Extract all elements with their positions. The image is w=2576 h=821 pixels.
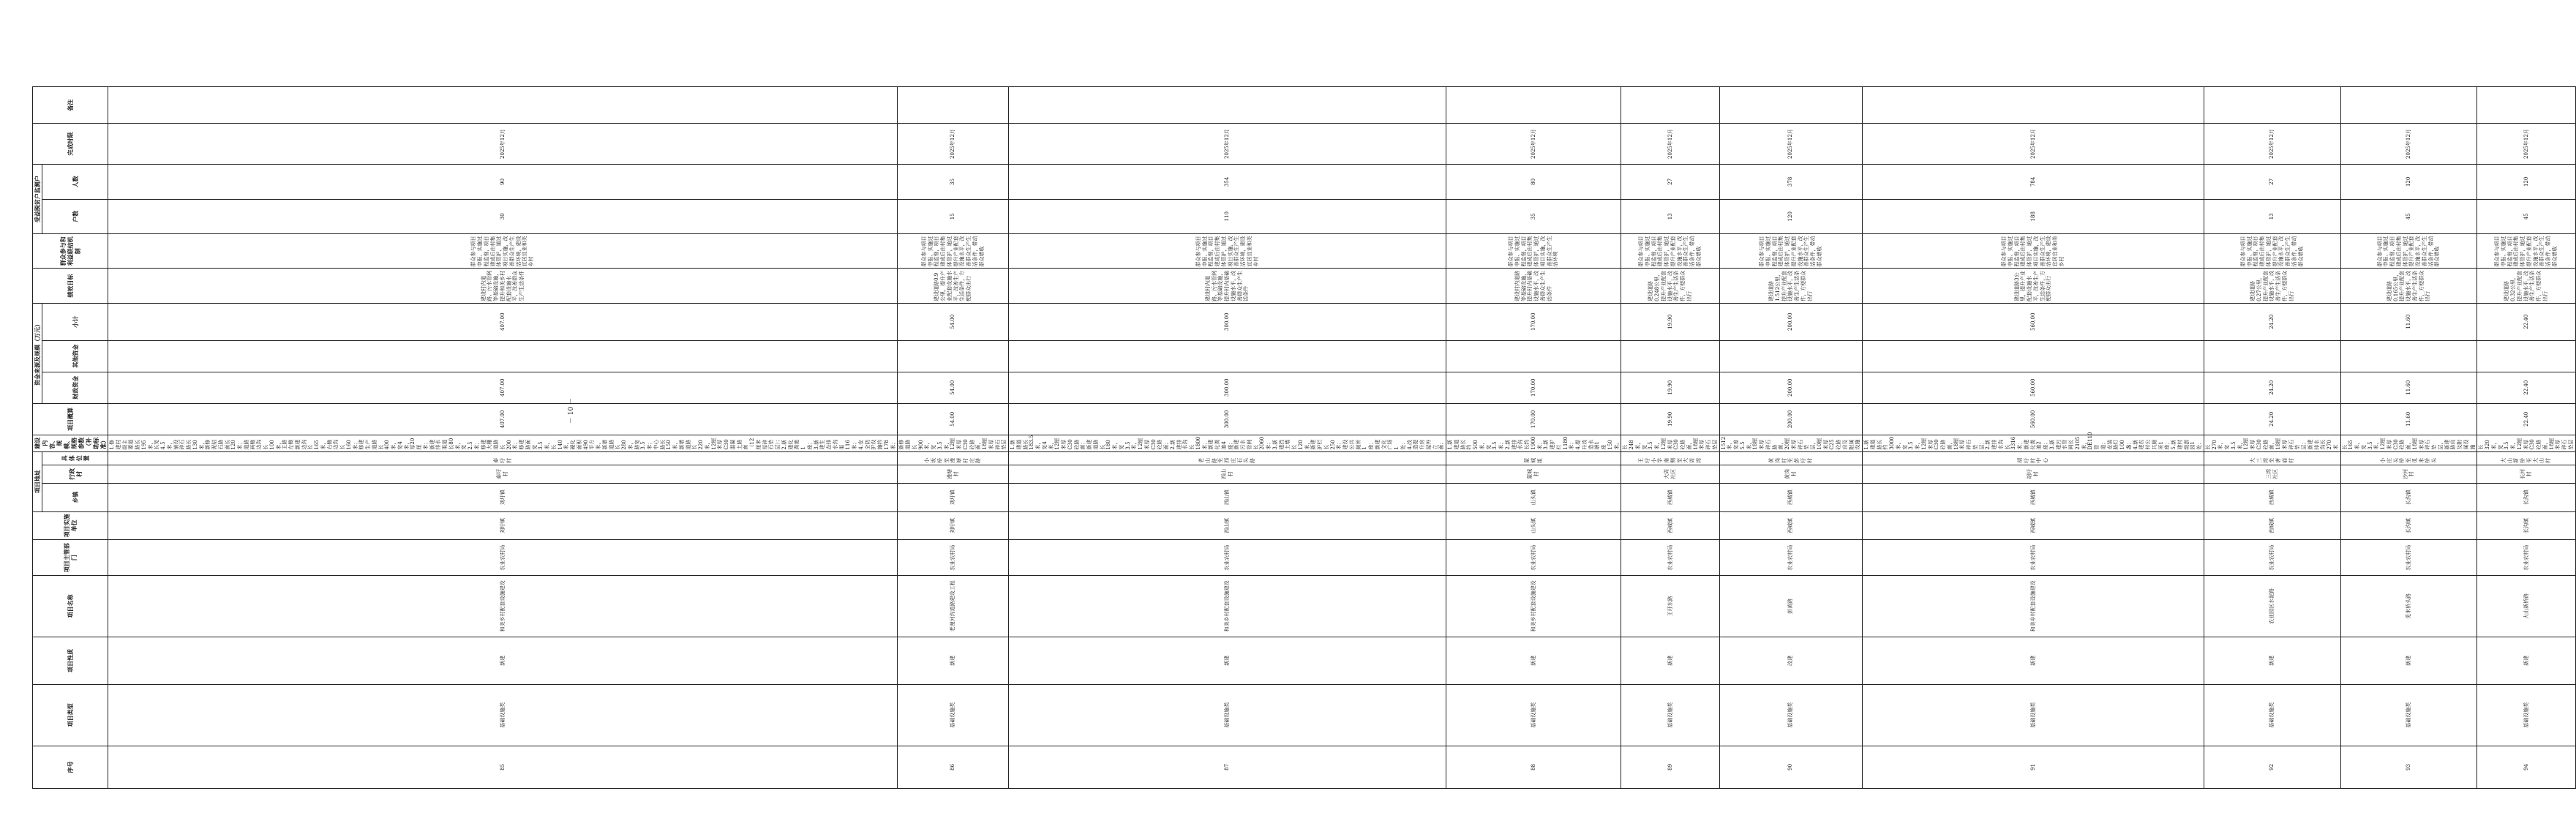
cell-impl: 刘圩镇 [898, 511, 1009, 540]
cell-nature: 新建 [1621, 637, 1719, 684]
cell-seq: 87 [1009, 746, 1446, 788]
cell-name: 和美乡村配套设施建设 [1009, 575, 1446, 637]
cell-budget: 170.00 [1446, 403, 1621, 435]
cell-dept: 农业农村局 [1621, 540, 1719, 576]
cell-time: 2025年12月 [1719, 124, 1863, 165]
page-number: － 10 － [568, 397, 576, 424]
cell-type: 基础设施类 [2477, 684, 2575, 746]
cell-town: 西城镇 [2204, 483, 2340, 511]
cell-fiscal: 24.20 [2204, 372, 2340, 403]
cell-impl: 山头镇 [1446, 511, 1621, 540]
project-table [32, 34, 2576, 789]
cell-budget: 54.00 [898, 403, 1009, 435]
cell-remark [898, 87, 1009, 124]
header-mechanism: 群众参与和利益联结机制 [33, 234, 108, 269]
content-line: 3.新建护栏1180米； [1543, 436, 1575, 450]
cell-subtotal: 24.20 [2204, 303, 2340, 340]
cell-content [1009, 435, 1446, 451]
cell-seq: 90 [1719, 746, 1863, 788]
cell-fiscal: 11.60 [2340, 372, 2477, 403]
cell-nature: 改建 [1719, 637, 1863, 684]
content-line: 长165米，宽3.5米，12厘米厚C30砼路面，18厘米厚碎石垫层，新建路肩及附属设施 [2341, 438, 2476, 450]
cell-dept: 农业农村局 [2340, 540, 2477, 576]
cell-detail: 小庄头桥至觅米桥头 [2340, 451, 2477, 465]
table-row [898, 34, 1009, 789]
table-row [1009, 34, 1446, 789]
cell-impl: 长沟镇 [2477, 511, 2575, 540]
cell-type: 基础设施类 [1009, 684, 1446, 746]
header-persons: 人数 [42, 165, 108, 199]
cell-impl: 西城镇 [1863, 511, 2204, 540]
cell-remark [108, 87, 898, 124]
cell-subtotal: 19.90 [1621, 303, 1719, 340]
cell-type: 基础设施类 [2204, 684, 2340, 746]
cell-households: 15 [898, 199, 1009, 233]
content-line: 3.新建挡土墙长120米，新建护栏长250米；建设公共厕所1座；新建文化广场1处； [1272, 439, 1406, 450]
cell-impl: 西城镇 [1621, 511, 1719, 540]
cell-content [2204, 435, 2340, 451]
cell-fiscal: 22.40 [2477, 372, 2575, 403]
header-village: 行政村 [42, 465, 108, 483]
cell-budget: 22.40 [2477, 403, 2575, 435]
header-impl: 项目实施单位 [33, 511, 108, 540]
cell-detail: 大三湾至唐庙村 [2204, 451, 2340, 465]
cell-persons: 27 [1621, 165, 1719, 199]
cell-dept: 农业农村局 [2477, 540, 2575, 576]
cell-time: 2025年12月 [1863, 124, 2204, 165]
header-type: 项目类型 [33, 684, 108, 746]
table-body [108, 34, 2576, 789]
cell-seq: 91 [1863, 746, 2204, 788]
cell-detail: 大山新桥至大山村 [2477, 451, 2575, 465]
cell-name: 和美乡村配套设施建设 [108, 575, 898, 637]
cell-other [2340, 340, 2477, 372]
cell-time: 2025年12月 [2204, 124, 2340, 165]
cell-goal: 建设道路0.248公里，提升产业配套设施水平，改善生产生活条件，方便群众出行 [1621, 269, 1719, 303]
header-seq: 序号 [33, 746, 108, 788]
content-line: 1.新建道路长约3000米，宽3.5米，12厘米厚C30砼路面，18厘米厚碎石垫层； [1863, 436, 1985, 450]
cell-persons: 27 [2204, 165, 2340, 199]
cell-other [1719, 340, 1863, 372]
cell-remark [1009, 87, 1446, 124]
content-line: 长320米，宽3.5米，12厘米厚C30砼路面，18厘米厚碎石垫层 [2478, 438, 2574, 450]
cell-type: 基础设施类 [1446, 684, 1621, 746]
cell-dept: 农业农村局 [1863, 540, 2204, 576]
cell-nature: 新建 [2204, 637, 2340, 684]
cell-name: 农业园区水泥路 [2204, 575, 2340, 637]
cell-time: 2025年12月 [108, 124, 898, 165]
cell-remark [2477, 87, 2575, 124]
cell-content [1621, 435, 1719, 451]
header-budget: 项目概算 [33, 403, 108, 435]
cell-village: 胡圩村 [1863, 465, 2204, 483]
cell-seq: 94 [2477, 746, 2575, 788]
cell-households: 45 [2477, 199, 2575, 233]
cell-persons: 784 [1863, 165, 2204, 199]
cell-remark [2204, 87, 2340, 124]
cell-dept: 农业农村局 [1719, 540, 1863, 576]
cell-town: 长沟镇 [2477, 483, 2575, 511]
cell-detail: 蒙城组 [1446, 451, 1621, 465]
table-row [1621, 34, 1719, 789]
cell-households: 13 [2204, 199, 2340, 233]
cell-other [1621, 340, 1719, 372]
table-row [2204, 34, 2340, 789]
cell-time: 2025年12月 [898, 124, 1009, 165]
cell-mechanism: 群众参与项目申报、实施过程监督，项目建成后由村集体管护，通过提升产业配套设施水平，改善群众生产生活条件，带动群众增收 [2204, 234, 2340, 269]
cell-persons: 90 [108, 165, 898, 199]
cell-subtotal: 560.00 [1863, 303, 2204, 340]
cell-time: 2025年12月 [1621, 124, 1719, 165]
cell-village: 泰圩村 [108, 465, 898, 483]
cell-dept: 农业农村局 [898, 540, 1009, 576]
cell-name: 老漫河沟道路建设工程 [898, 575, 1009, 637]
cell-households: 45 [2340, 199, 2477, 233]
cell-content [1446, 435, 1621, 451]
cell-households: 120 [1719, 199, 1863, 233]
cell-type: 基础设施类 [898, 684, 1009, 746]
cell-detail: 泰圩村 [108, 451, 898, 465]
header-time: 完成时限 [33, 124, 108, 165]
cell-fiscal: 300.00 [1009, 372, 1446, 403]
table-row [108, 34, 898, 789]
cell-seq: 85 [108, 746, 898, 788]
cell-mechanism: 群众参与项目申报、实施过程监督，项目建成后由村集体管护，通过项目实施，改善群众生产生活环境，建设宜居宜业和美乡村 [1863, 234, 2204, 269]
header-location: 项目地址 [33, 451, 42, 511]
cell-seq: 92 [2204, 746, 2340, 788]
cell-other [1446, 340, 1621, 372]
cell-town: 刘圩镇 [108, 483, 898, 511]
cell-nature: 新建 [1446, 637, 1621, 684]
cell-nature: 新建 [1009, 637, 1446, 684]
cell-village: 三湾社区 [2204, 465, 2340, 483]
cell-other [108, 340, 898, 372]
cell-content [2340, 435, 2477, 451]
cell-fiscal: 560.00 [1863, 372, 2204, 403]
content-line: 新修道路长900米，宽3.5米，12厘米厚C30砼路面，18厘米厚碎石垫层 [898, 438, 1007, 450]
cell-mechanism: 群众参与项目申报、实施过程监督，项目建成后由村集体管护，通过提升产业配套设施水平，改善群众生产生活条件，带动群众增收 [898, 234, 1009, 269]
cell-town: 西城镇 [1621, 483, 1719, 511]
cell-town: 西城镇 [1719, 483, 1863, 511]
cell-other [2477, 340, 2575, 372]
content-line: 1.新建道路长约500米，宽3.5米； [1447, 439, 1504, 450]
cell-time: 2025年12月 [1446, 124, 1621, 165]
cell-remark [1446, 87, 1621, 124]
content-line: 3.新建生态排水沟渠116米； [813, 439, 857, 450]
cell-content [108, 435, 898, 451]
cell-nature: 新建 [2477, 637, 2575, 684]
content-line: 4.改造提升房屋外立面； [1406, 439, 1445, 450]
cell-budget: 24.20 [2204, 403, 2340, 435]
cell-mechanism: 群众参与项目申报、实施过程监督，项目建成后由村集体管护，通过提升产业配套设施水平，改善群众生产生活条件，带动群众增收 [1621, 234, 1719, 269]
cell-goal: 建设道路0.32公里，提升产业配套设施水平，改善生产生活条件，方便群众出行 [2477, 269, 2575, 303]
cell-nature: 新建 [898, 637, 1009, 684]
table-header [33, 34, 108, 789]
header-detail: 具体位置 [42, 451, 108, 465]
cell-remark [2340, 87, 2477, 124]
header-beneficiary: 受益脱贫户监测户 [33, 165, 42, 234]
cell-content [898, 435, 1009, 451]
cell-subtotal: 407.00 [108, 303, 898, 340]
header-dept: 项目主管部门 [33, 540, 108, 576]
table-row [1719, 34, 1863, 789]
cell-subtotal: 54.00 [898, 303, 1009, 340]
header-goal: 绩效目标 [33, 269, 108, 303]
content-line: 2.新建化粪池1座； [781, 439, 813, 450]
header-funding: 资金来源及规模（万元） [33, 303, 42, 403]
table-row [1446, 34, 1621, 789]
header-subtotal: 小计 [42, 303, 108, 340]
cell-detail: 黄岗村至彭圩村 [1719, 451, 1863, 465]
cell-fiscal: 54.00 [898, 372, 1009, 403]
project-table-container [32, 34, 2574, 789]
content-line: 4.提升改造水塘1座150米。 [1575, 439, 1620, 450]
cell-content [1863, 432, 2204, 451]
cell-budget: 19.90 [1621, 403, 1719, 435]
cell-village: 长河村 [2477, 465, 2575, 483]
content-line: 长270米，宽3.5米，12厘米厚C30砼路面，18厘米厚碎石垫层；新建排水沟长270米 [2204, 438, 2339, 450]
cell-seq: 88 [1446, 746, 1621, 788]
cell-other [2204, 340, 2340, 372]
cell-remark [1621, 87, 1719, 124]
cell-impl: 西山镇 [1009, 511, 1446, 540]
cell-content [1719, 435, 1863, 451]
cell-households: 13 [1621, 199, 1719, 233]
cell-fiscal: 19.90 [1621, 372, 1719, 403]
cell-town: 长沟镇 [2340, 483, 2477, 511]
cell-type: 基础设施类 [108, 684, 898, 746]
cell-persons: 80 [1446, 165, 1621, 199]
header-town: 乡镇 [42, 483, 108, 511]
cell-village: 大周社区 [1621, 465, 1719, 483]
cell-dept: 农业农村局 [1009, 540, 1446, 576]
cell-persons: 378 [1719, 165, 1863, 199]
cell-impl: 西城镇 [1719, 511, 1863, 540]
cell-village: 西山村 [1009, 465, 1446, 483]
cell-subtotal: 22.40 [2477, 303, 2575, 340]
content-line: 3.新建污水管网长2105米，DE110管道；安装路灯100盏； [2049, 432, 2132, 450]
cell-budget: 560.00 [1863, 403, 2204, 435]
content-line: 2.新建排水沟长1800米；新建化粪池4座；新建污水管网长2060米； [1169, 436, 1272, 450]
cell-households: 35 [1446, 199, 1621, 233]
content-line: 长248米，宽3.5米，12厘米厚C30砼路面，18厘米厚碎石垫层 [1622, 438, 1718, 450]
cell-type: 基础设施类 [1719, 684, 1863, 746]
cell-goal: 建设村内道路、污水管网等基础设施，提升村内基础设施水平，改善群众生产生活条件 [1009, 269, 1446, 303]
cell-remark [1719, 87, 1863, 124]
cell-persons: 35 [898, 165, 1009, 199]
cell-goal: 建设道路3公里，提升产业配套设施水平，改善生产生活条件，方便群众出行 [1863, 269, 2204, 303]
cell-type: 基础设施类 [1863, 684, 2204, 746]
cell-subtotal: 11.60 [2340, 303, 2477, 340]
cell-content [2477, 435, 2575, 451]
cell-fiscal: 407.00 [108, 372, 898, 403]
content-line: 2.新建排水沟长约1900米； [1504, 436, 1543, 450]
content-line: 2.新建排水沟长3316米；新建化粪池2座； [1985, 436, 2049, 450]
content-line: 4.新建农村公共厕所1座； [2132, 439, 2171, 450]
header-nature: 项目性质 [33, 637, 108, 684]
cell-type: 基础设施类 [2340, 684, 2477, 746]
header-name: 项目名称 [33, 575, 108, 637]
cell-town: 西山镇 [1009, 483, 1446, 511]
cell-goal: 建设道路1.512公里，提升产业配套设施水平，改善生产生活条件，方便群众出行 [1719, 269, 1863, 303]
header-households: 户数 [42, 199, 108, 233]
cell-mechanism: 群众参与项目申报、实施过程监督，项目建成后由村集体管护，通过项目实施，改善群众生产生活环境 [1446, 234, 1621, 269]
cell-time: 2025年12月 [2340, 124, 2477, 165]
cell-village: 漫塘村 [898, 465, 1009, 483]
cell-mechanism: 群众参与项目申报、实施过程监督，项目建成后由村集体管护，通过项目实施，改善群众生产生活环境，建设宜居宜业和美乡村 [1009, 234, 1446, 269]
cell-detail: 胡圩村中心 [1863, 451, 2204, 465]
cell-seq: 89 [1621, 746, 1719, 788]
cell-goal: 建设道路0.165公里，提升产业配套设施水平，改善生产生活条件，方便群众出行 [2340, 269, 2477, 303]
cell-nature: 新建 [2340, 637, 2477, 684]
cell-impl: 刘圩镇 [108, 511, 898, 540]
cell-town: 西城镇 [1863, 483, 2204, 511]
content-line: 5.新建村级游园1处； [2171, 439, 2202, 450]
header-fiscal: 财政资金 [42, 372, 108, 403]
table-row [2340, 34, 2477, 789]
cell-dept: 农业农村局 [1446, 540, 1621, 576]
cell-detail: 老山路至西庄石头路 [1009, 451, 1446, 465]
cell-village: 黄岗村 [1719, 465, 1863, 483]
cell-village: 沙河村 [2340, 465, 2477, 483]
cell-detail: 王圩小学南侧至大周湾 [1621, 451, 1719, 465]
content-line: 1512米，宽度5.5米，18厘米厚碎石路面，20厘米厚碎石垫层，10厘米厚C25砼路肩及附属设施 [1720, 436, 1861, 450]
cell-goal: 建设道路0.27公里，提升产业配套设施水平，改善生产生活条件，方便群众出行 [2204, 269, 2340, 303]
cell-other [898, 340, 1009, 372]
cell-time: 2025年12月 [2477, 124, 2575, 165]
cell-fiscal: 200.00 [1719, 372, 1863, 403]
cell-persons: 354 [1009, 165, 1446, 199]
cell-town: 山头镇 [1446, 483, 1621, 511]
cell-mechanism: 群众参与项目申报、实施过程监督，项目建成后由村集体管护，通过项目实施，改善群众生产生活环境，建设宜居宜业和美乡村 [108, 234, 898, 269]
content-line: 1.修建村级主要道路长195米，长宽4.5米，铺设碎石路长130米，新修泥结石路面长120米；道路两侧边沟长100米，主路左侧新建边沟长165米，右侧边沟长160米；修建生产道路长400米，宽4米，厚20厘米；新建排水渠道长80米，宽2.5米；修建大棚道路长200米；修建路面宽3.5米，长140米，硬化面积490平方米，新增道路长280米，路宽3.5米；中心路长150米，新增道路长220米，12厘米厚C30混凝土路面（12厘米厚碎石垫层）； [109, 437, 781, 450]
header-other: 其他资金 [42, 340, 108, 372]
cell-type: 基础设施类 [1621, 684, 1719, 746]
cell-goal: 建设道路0.9公里，提升产业配套设施水平，改善生产生活条件，方便群众出行 [898, 269, 1009, 303]
cell-nature: 新建 [1863, 637, 2204, 684]
cell-goal: 建设村内道路、污水管网等基础设施，提升和美乡村配套设施水平，改善群众生产生活条件 [108, 269, 898, 303]
cell-name: 彭黄路 [1719, 575, 1863, 637]
cell-other [1009, 340, 1446, 372]
cell-dept: 农业农村局 [2204, 540, 2340, 576]
cell-impl: 长沟镇 [2340, 511, 2477, 540]
cell-fiscal: 170.00 [1446, 372, 1621, 403]
cell-subtotal: 200.00 [1719, 303, 1863, 340]
cell-subtotal: 170.00 [1446, 303, 1621, 340]
cell-mechanism: 群众参与项目申报、实施过程监督，项目建成后由村集体管护，通过提升产业配套设施水平，改善群众生产生活条件，带动群众增收 [2340, 234, 2477, 269]
cell-remark [1863, 87, 2204, 124]
cell-seq: 93 [2340, 746, 2477, 788]
cell-detail: 小坂桥至漫塘村庄路 [898, 451, 1009, 465]
cell-persons: 120 [2340, 165, 2477, 199]
cell-name: 和美乡村配套设施建设 [1446, 575, 1621, 637]
table-row [2477, 34, 2575, 789]
cell-impl: 西城镇 [2204, 511, 2340, 540]
content-line: 1.新建道路长183.5米，宽4米，12厘米厚C30砼路面；新建道路长180米，宽3.5米，12厘米厚C30砼路面； [1010, 435, 1169, 450]
header-remark: 备注 [33, 87, 108, 124]
cell-seq: 86 [898, 746, 1009, 788]
cell-time: 2025年12月 [1009, 124, 1446, 165]
cell-other [1863, 340, 2204, 372]
cell-subtotal: 300.00 [1009, 303, 1446, 340]
cell-name: 觅米桥头路 [2340, 575, 2477, 637]
cell-budget: 300.00 [1009, 403, 1446, 435]
cell-budget: 200.00 [1719, 403, 1863, 435]
cell-persons: 120 [2477, 165, 2575, 199]
content-line: 4.安全防护设施约178米； [857, 439, 896, 450]
cell-mechanism: 群众参与项目申报、实施过程监督，项目建成后由村集体管护，通过提升产业配套设施水平，改善群众生产生活条件，带动群众增收 [1719, 234, 1863, 269]
table-row [1863, 34, 2204, 789]
cell-households: 30 [108, 199, 898, 233]
cell-name: 和美乡村配套设施建设 [1863, 575, 2204, 637]
cell-name: 大山新桥路 [2477, 575, 2575, 637]
cell-dept: 农业农村局 [108, 540, 898, 576]
cell-town: 刘圩镇 [898, 483, 1009, 511]
header-content: 建设内容、规模、规格参数（补助标准） [33, 435, 108, 451]
cell-households: 188 [1863, 199, 2204, 233]
cell-households: 110 [1009, 199, 1446, 233]
cell-budget: 407.00 [108, 403, 898, 435]
cell-budget: 11.60 [2340, 403, 2477, 435]
cell-nature: 新建 [108, 637, 898, 684]
cell-village: 蒙城村 [1446, 465, 1621, 483]
cell-name: 王圩东路 [1621, 575, 1719, 637]
cell-goal: 建设村内道路等基础设施，提升村内基础设施水平，改善群众生产生活条件 [1446, 269, 1621, 303]
cell-mechanism: 群众参与项目申报、实施过程监督，项目建成后由村集体管护，通过提升产业配套设施水平，改善群众生产生活条件，带动群众增收 [2477, 234, 2575, 269]
